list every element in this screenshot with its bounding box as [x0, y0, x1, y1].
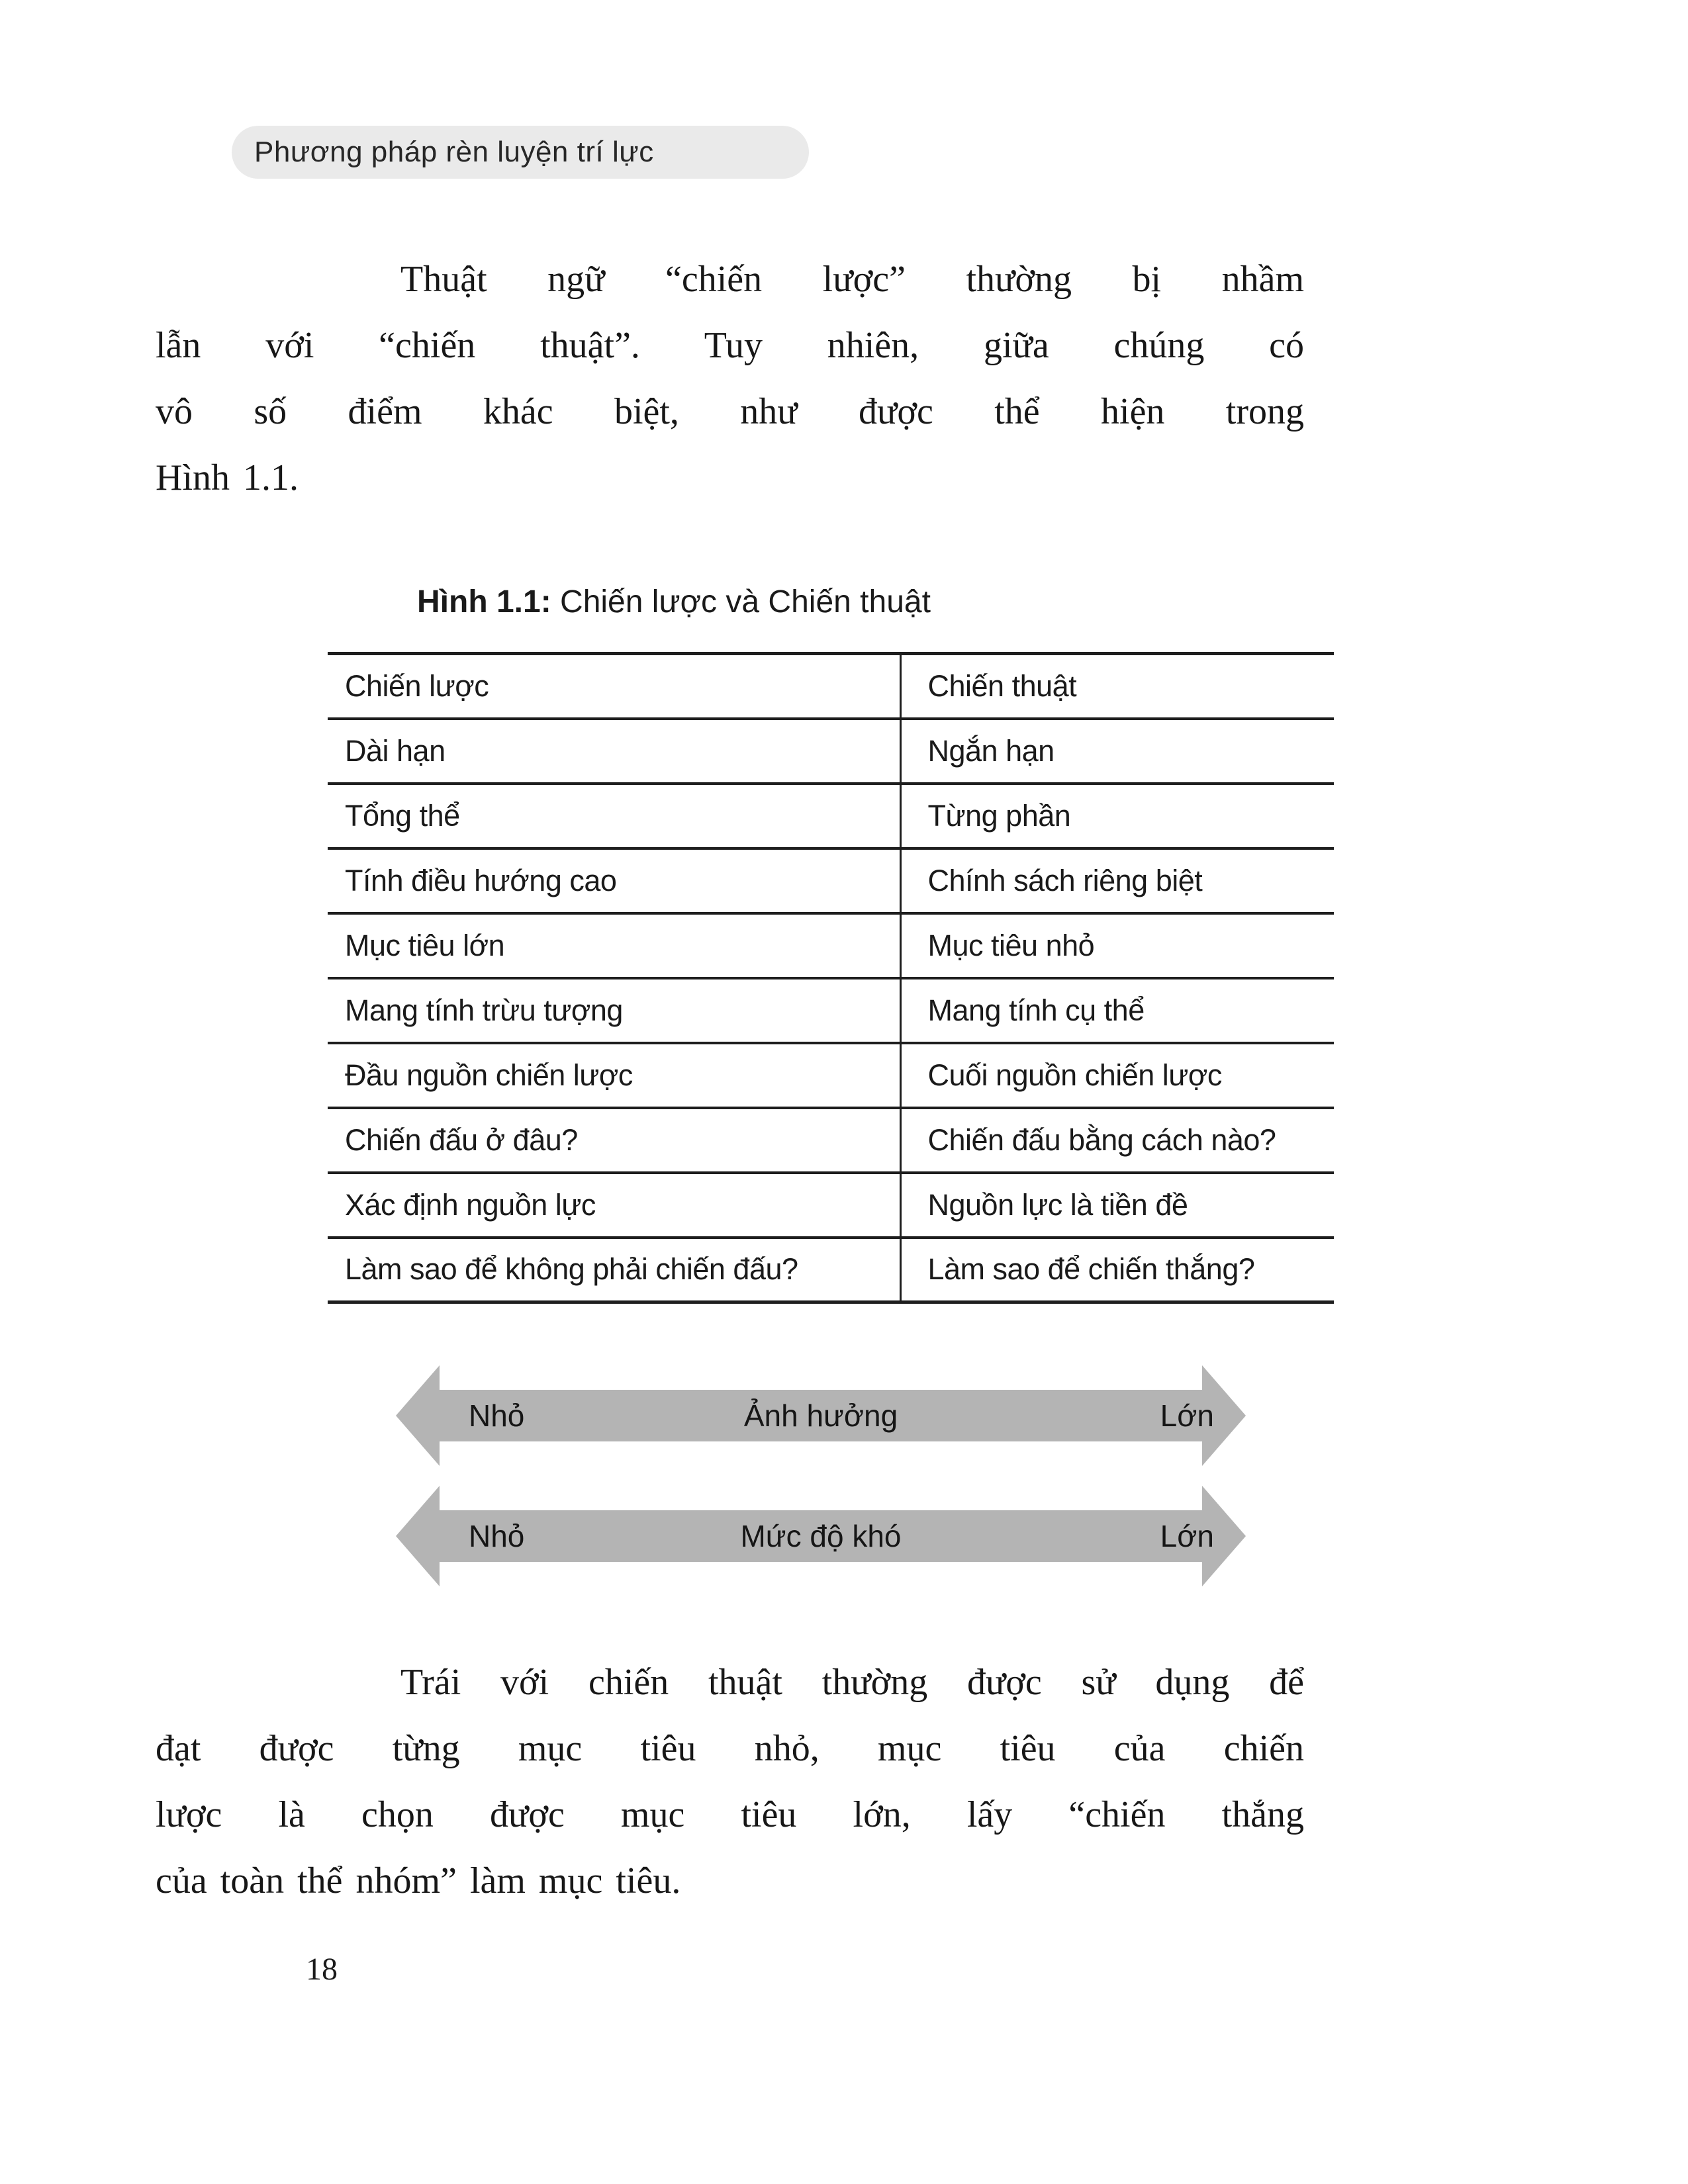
table-cell-tactics: Chính sách riêng biệt [900, 848, 1334, 913]
difficulty-arrow [396, 1486, 1246, 1586]
table-cell-tactics: Mục tiêu nhỏ [900, 913, 1334, 978]
table-cell-tactics: Ngắn hạn [900, 719, 1334, 784]
table-cell-tactics: Nguồn lực là tiền đề [900, 1173, 1334, 1238]
table-cell-tactics: Cuối nguồn chiến lược [900, 1043, 1334, 1108]
table-row [328, 1043, 1334, 1108]
figure-caption-label: Hình 1.1: [417, 584, 551, 619]
table-cell-strategy: Xác định nguồn lực [328, 1173, 900, 1238]
arrow-left-label: Nhỏ [469, 1398, 525, 1433]
paragraph-line: lược là chọn được mục tiêu lớn, lấy “chiến thắng [156, 1794, 1304, 1835]
arrow-right-label: Lớn [1160, 1398, 1214, 1433]
paragraph-line: Hình 1.1. [156, 457, 299, 498]
arrow-left-label: Nhỏ [469, 1519, 525, 1553]
table-row [328, 654, 1334, 719]
table-cell-strategy: Mang tính trừu tượng [328, 978, 900, 1043]
paragraph-line: Thuật ngữ “chiến lược” thường bị nhầm [400, 259, 1304, 300]
table-cell-tactics: Làm sao để chiến thắng? [900, 1238, 1334, 1302]
table-row [328, 978, 1334, 1043]
table-cell-strategy: Mục tiêu lớn [328, 913, 900, 978]
table-row [328, 1173, 1334, 1238]
running-header [232, 126, 809, 179]
closing-paragraph [156, 1649, 1304, 1914]
table-row [328, 784, 1334, 848]
table-row [328, 719, 1334, 784]
table-cell-tactics: Chiến thuật [900, 654, 1334, 719]
page-number: 18 [306, 1952, 338, 1987]
arrow-center-label: Ảnh hưởng [743, 1398, 898, 1433]
table-cell-strategy: Tổng thể [328, 784, 900, 848]
arrow-right-label: Lớn [1160, 1519, 1214, 1553]
figure-caption [417, 584, 931, 620]
arrow-center-label: Mức độ khó [740, 1519, 902, 1553]
influence-arrow [396, 1365, 1246, 1466]
table-cell-strategy: Đầu nguồn chiến lược [328, 1043, 900, 1108]
table-cell-tactics: Chiến đấu bằng cách nào? [900, 1108, 1334, 1173]
table-cell-strategy: Dài hạn [328, 719, 900, 784]
paragraph-line: vô số điểm khác biệt, như được thể hiện trong [156, 391, 1304, 432]
comparison-table [328, 652, 1334, 1304]
table-cell-strategy: Chiến đấu ở đâu? [328, 1108, 900, 1173]
paragraph-line: lẫn với “chiến thuật”. Tuy nhiên, giữa chúng có [156, 325, 1304, 366]
running-header-title: Phương pháp rèn luyện trí lực [254, 136, 654, 168]
table-cell-tactics: Từng phần [900, 784, 1334, 848]
table-cell-strategy: Chiến lược [345, 668, 489, 703]
table-cell-strategy: Làm sao để không phải chiến đấu? [328, 1238, 900, 1302]
paragraph-line: của toàn thể nhóm” làm mục tiêu. [156, 1860, 681, 1901]
paragraph-line: Trái với chiến thuật thường được sử dụng để [400, 1662, 1304, 1703]
table-cell-tactics: Mang tính cụ thể [900, 978, 1334, 1043]
table-row [328, 848, 1334, 913]
table-row [328, 913, 1334, 978]
table-row [328, 1238, 1334, 1302]
figure-caption-text: Chiến lược và Chiến thuật [551, 584, 931, 619]
paragraph-line: đạt được từng mục tiêu nhỏ, mục tiêu của chiến [156, 1728, 1304, 1769]
table-row [328, 1108, 1334, 1173]
table-cell-strategy: Tính điều hướng cao [328, 848, 900, 913]
intro-paragraph [156, 246, 1304, 511]
